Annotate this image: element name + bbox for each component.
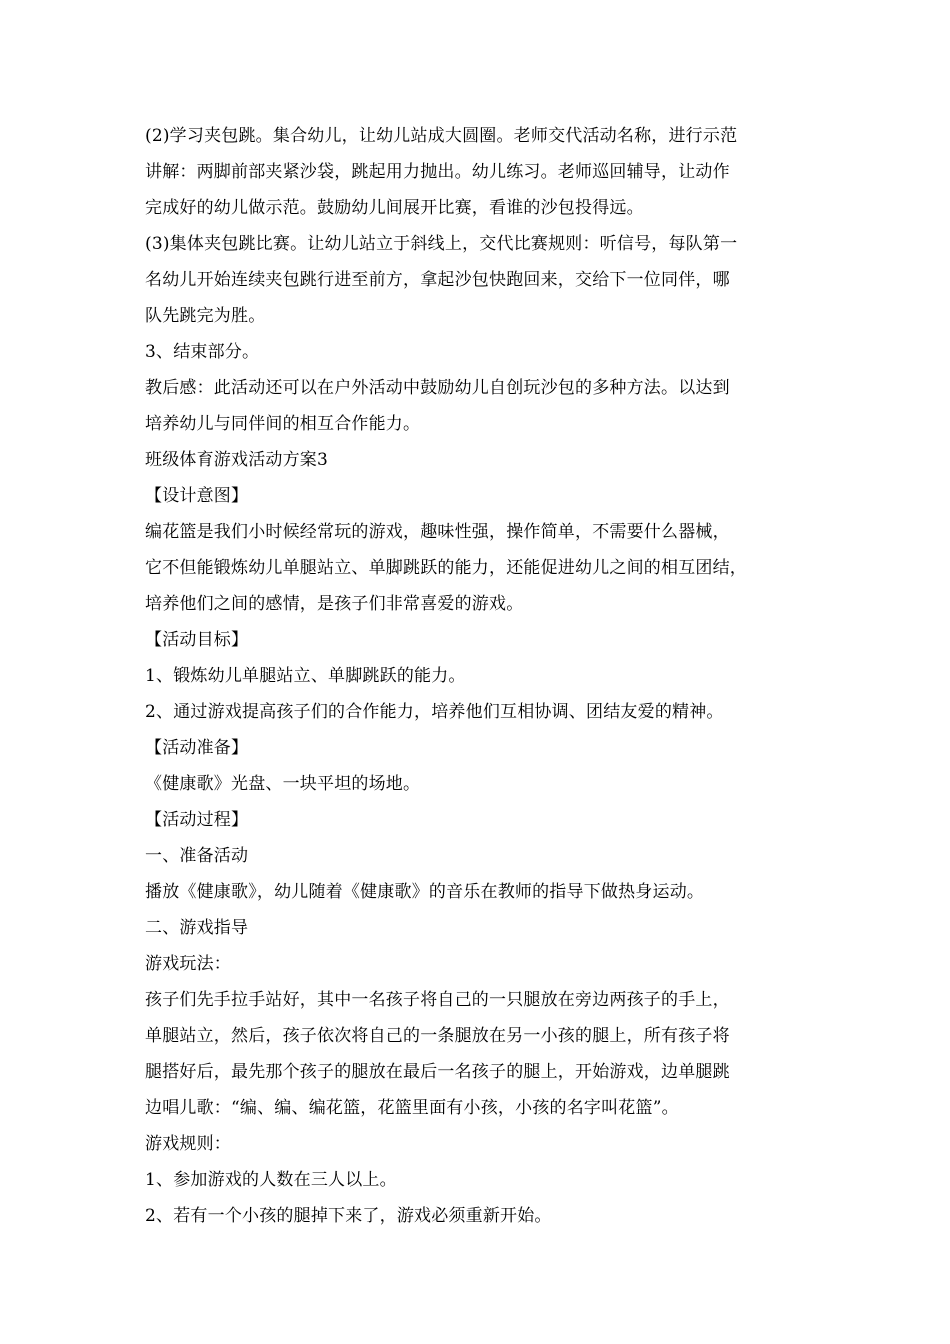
section-heading: 【活动准备】	[145, 738, 249, 758]
paragraph-line: 单腿站立，然后，孩子依次将自己的一条腿放在另一小孩的腿上，所有孩子将	[145, 1026, 730, 1046]
paragraph-line: 《健康歌》光盘、一块平坦的场地。	[145, 774, 421, 794]
subsection-heading: 二、游戏指导	[145, 918, 249, 938]
paragraph-line: 腿搭好后，最先那个孩子的腿放在最后一名孩子的腿上，开始游戏，边单腿跳	[145, 1062, 730, 1082]
section-heading: 【活动过程】	[145, 810, 249, 830]
section-heading: 【活动目标】	[145, 630, 249, 650]
paragraph-line: 孩子们先手拉手站好，其中一名孩子将自己的一只腿放在旁边两孩子的手上，	[145, 990, 730, 1010]
paragraph-line: 培养幼儿与同伴间的相互合作能力。	[145, 414, 421, 434]
subsection-heading: 一、准备活动	[145, 846, 249, 866]
paragraph-line: 游戏规则：	[145, 1134, 231, 1154]
paragraph-line: (3)集体夹包跳比赛。让幼儿站立于斜线上，交代比赛规则：听信号，每队第一	[145, 234, 738, 254]
paragraph-line: 名幼儿开始连续夹包跳行进至前方，拿起沙包快跑回来，交给下一位同伴，哪	[145, 270, 730, 290]
paragraph-line: 播放《健康歌》，幼儿随着《健康歌》的音乐在教师的指导下做热身运动。	[145, 882, 705, 902]
list-item: 2、通过游戏提高孩子们的合作能力，培养他们互相协调、团结友爱的精神。	[145, 702, 724, 722]
section-heading: 3、结束部分。	[145, 342, 260, 362]
section-heading: 【设计意图】	[145, 486, 249, 506]
paragraph-line: 完成好的幼儿做示范。鼓励幼儿间展开比赛，看谁的沙包投得远。	[145, 198, 644, 218]
paragraph-line: 教后感：此活动还可以在户外活动中鼓励幼儿自创玩沙包的多种方法。以达到	[145, 378, 730, 398]
paragraph-line: 讲解：两脚前部夹紧沙袋，跳起用力抛出。幼儿练习。老师巡回辅导，让动作	[145, 162, 730, 182]
paragraph-line: 培养他们之间的感情，是孩子们非常喜爱的游戏。	[145, 594, 524, 614]
document-title: 班级体育游戏活动方案3	[145, 450, 329, 470]
paragraph-line: 边唱儿歌：“编、编、编花篮，花篮里面有小孩，小孩的名字叫花篮”。	[145, 1098, 679, 1118]
list-item: 1、参加游戏的人数在三人以上。	[145, 1170, 397, 1190]
list-item: 1、锻炼幼儿单腿站立、单脚跳跃的能力。	[145, 666, 466, 686]
paragraph-line: 编花篮是我们小时候经常玩的游戏，趣味性强，操作简单，不需要什么器械，	[145, 522, 730, 542]
paragraph-line: 它不但能锻炼幼儿单腿站立、单脚跳跃的能力，还能促进幼儿之间的相互团结，	[145, 558, 747, 578]
paragraph-line: 游戏玩法：	[145, 954, 231, 974]
list-item: 2、若有一个小孩的腿掉下来了，游戏必须重新开始。	[145, 1206, 552, 1226]
paragraph-line: 队先跳完为胜。	[145, 306, 266, 326]
paragraph-line: (2)学习夹包跳。集合幼儿，让幼儿站成大圆圈。老师交代活动名称，进行示范	[145, 126, 738, 146]
